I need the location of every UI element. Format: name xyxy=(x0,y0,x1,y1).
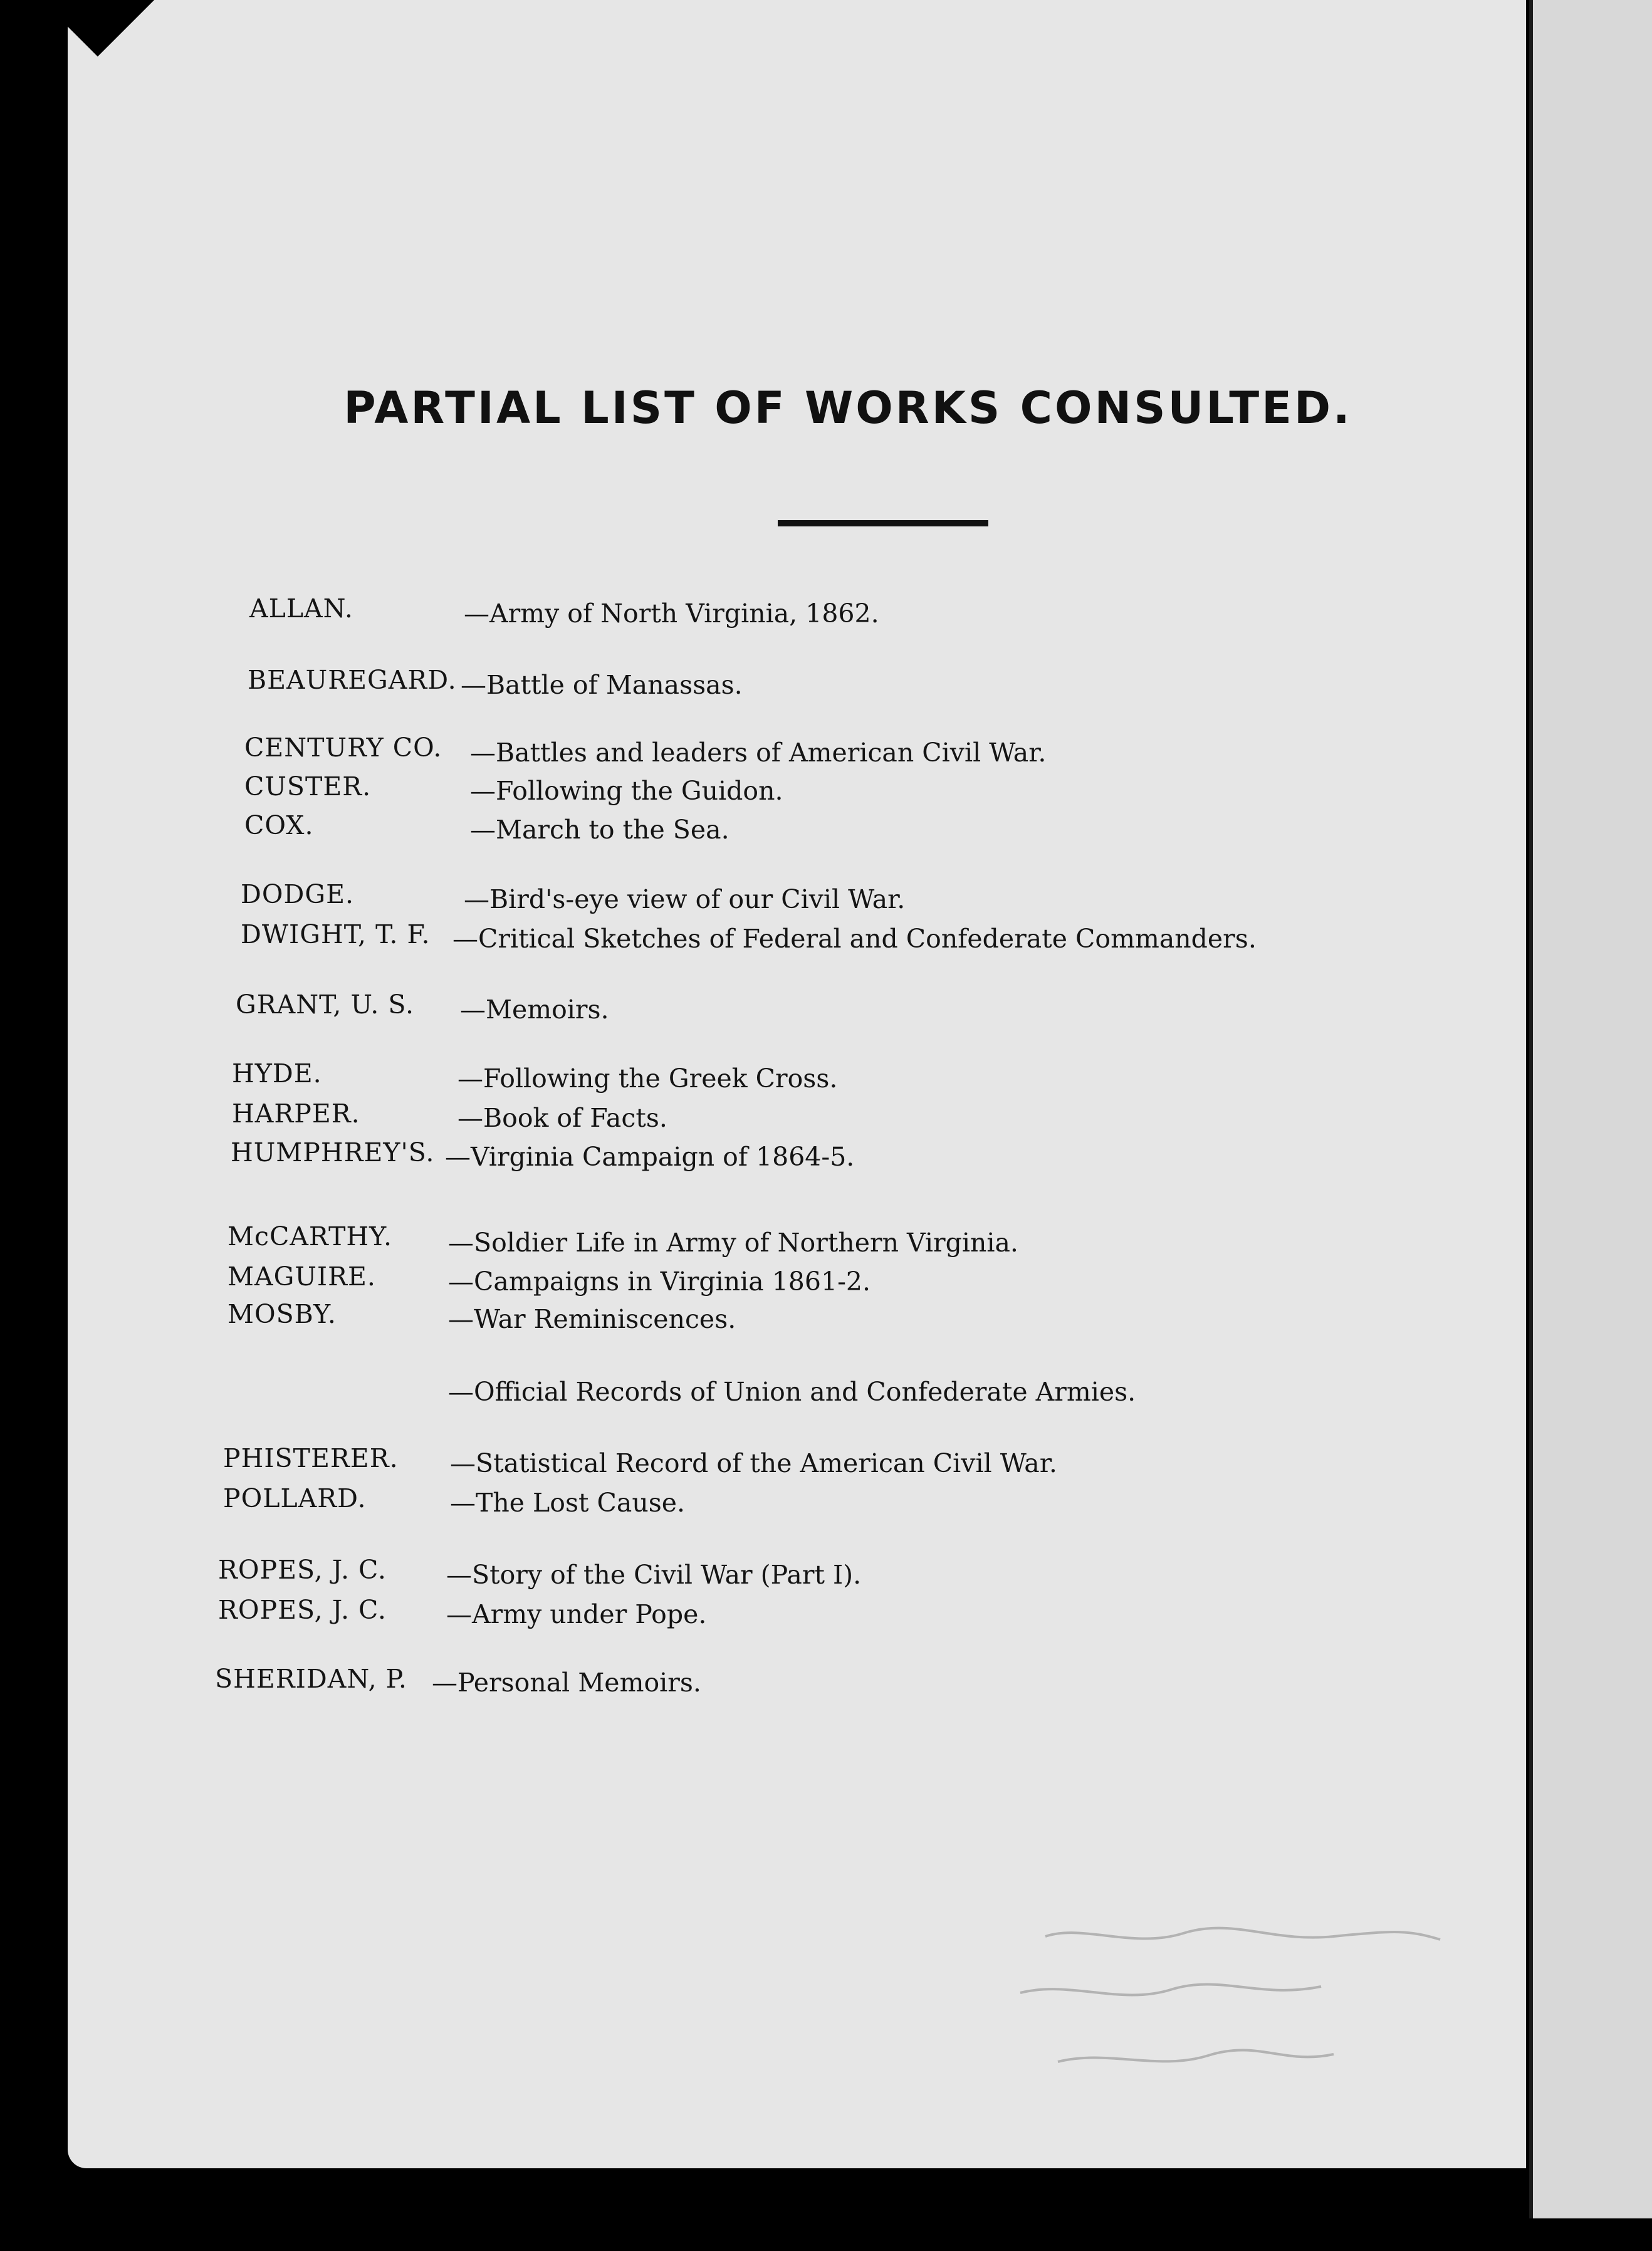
entry-author: ROPES, J. C. xyxy=(218,1595,387,1625)
entry-work: —Army of North Virginia, 1862. xyxy=(464,598,879,629)
entry-author: GRANT, U. S. xyxy=(236,990,415,1020)
entry-work: —Virginia Campaign of 1864-5. xyxy=(445,1142,855,1172)
entry-author: McCARTHY. xyxy=(227,1221,392,1251)
entry-author: HYDE. xyxy=(232,1058,322,1089)
entry-work: —Statistical Record of the American Civil War. xyxy=(450,1448,1057,1478)
entry-work: —Bird's-eye view of our Civil War. xyxy=(464,884,906,914)
works-list xyxy=(68,0,1526,2168)
entry-author: MAGUIRE. xyxy=(227,1261,376,1292)
entry-author: SHERIDAN, P. xyxy=(215,1664,407,1694)
entry-work: —Battles and leaders of American Civil War. xyxy=(470,738,1047,768)
entry-work: —March to the Sea. xyxy=(470,815,729,845)
entry-work: —The Lost Cause. xyxy=(450,1488,686,1518)
entry-author: MOSBY. xyxy=(227,1299,337,1329)
entry-work: —Memoirs. xyxy=(460,995,609,1025)
entry-author: CENTURY CO. xyxy=(244,733,442,763)
entry-work: —Soldier Life in Army of Northern Virginia. xyxy=(448,1228,1018,1258)
page-title: PARTIAL LIST OF WORKS CONSULTED. xyxy=(343,382,1352,434)
entry-work: —Personal Memoirs. xyxy=(432,1668,701,1698)
entry-work: —Battle of Manassas. xyxy=(461,670,743,700)
entry-work: —Army under Pope. xyxy=(446,1599,707,1629)
entry-author: POLLARD. xyxy=(223,1483,367,1513)
entry-work: —Official Records of Union and Confederate Armies. xyxy=(448,1377,1136,1407)
entry-author: DWIGHT, T. F. xyxy=(241,919,431,949)
entry-work: —Following the Greek Cross. xyxy=(457,1063,838,1094)
entry-author: PHISTERER. xyxy=(223,1443,399,1473)
entry-work: —Critical Sketches of Federal and Confederate Commanders. xyxy=(452,924,1257,954)
entry-author: DODGE. xyxy=(241,879,355,909)
entry-work: —Following the Guidon. xyxy=(470,776,783,806)
entry-author: COX. xyxy=(244,810,314,840)
entry-work: —Campaigns in Virginia 1861-2. xyxy=(448,1267,871,1297)
entry-author: HARPER. xyxy=(232,1099,360,1129)
entry-author: HUMPHREY'S. xyxy=(231,1137,435,1167)
document-page xyxy=(68,0,1526,2168)
faded-handwriting-marks xyxy=(1008,1911,1446,2099)
entry-author: ROPES, J. C. xyxy=(218,1555,387,1585)
entry-work: —Story of the Civil War (Part I). xyxy=(446,1560,862,1590)
entry-work: —War Reminiscences. xyxy=(448,1304,736,1334)
entry-work: —Book of Facts. xyxy=(457,1103,667,1133)
entry-author: BEAUREGARD. xyxy=(248,665,457,695)
entry-author: CUSTER. xyxy=(244,771,372,802)
entry-author: ALLAN. xyxy=(249,593,353,624)
adjacent-page-edge xyxy=(1529,0,1652,2218)
